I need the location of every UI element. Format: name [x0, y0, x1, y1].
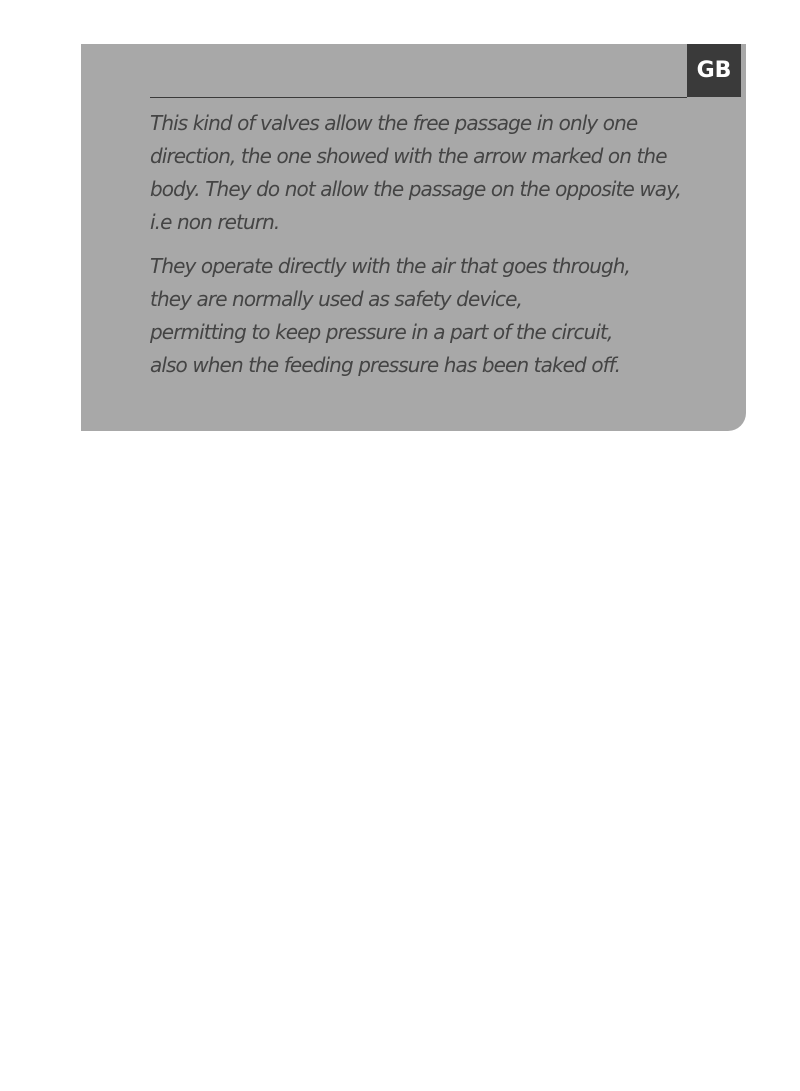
text-line: direction, the one showed with the arrow marked on the — [150, 144, 667, 168]
language-tab: GB — [687, 44, 741, 97]
body-text — [150, 107, 730, 382]
text-line: This kind of valves allow the free passage in only one — [150, 111, 638, 135]
header-rule — [150, 97, 687, 98]
text-line: they are normally used as safety device, — [150, 287, 522, 311]
text-line: i.e non return. — [150, 210, 280, 234]
text-line: permitting to keep pressure in a part of the circuit, — [150, 320, 613, 344]
text-line: also when the feeding pressure has been taked off. — [150, 353, 621, 377]
text-line: body. They do not allow the passage on the opposite way, — [150, 177, 681, 201]
info-panel — [81, 44, 746, 431]
text-line: They operate directly with the air that goes through, — [150, 254, 631, 278]
paragraph-1 — [150, 107, 730, 239]
paragraph-2 — [150, 250, 730, 382]
